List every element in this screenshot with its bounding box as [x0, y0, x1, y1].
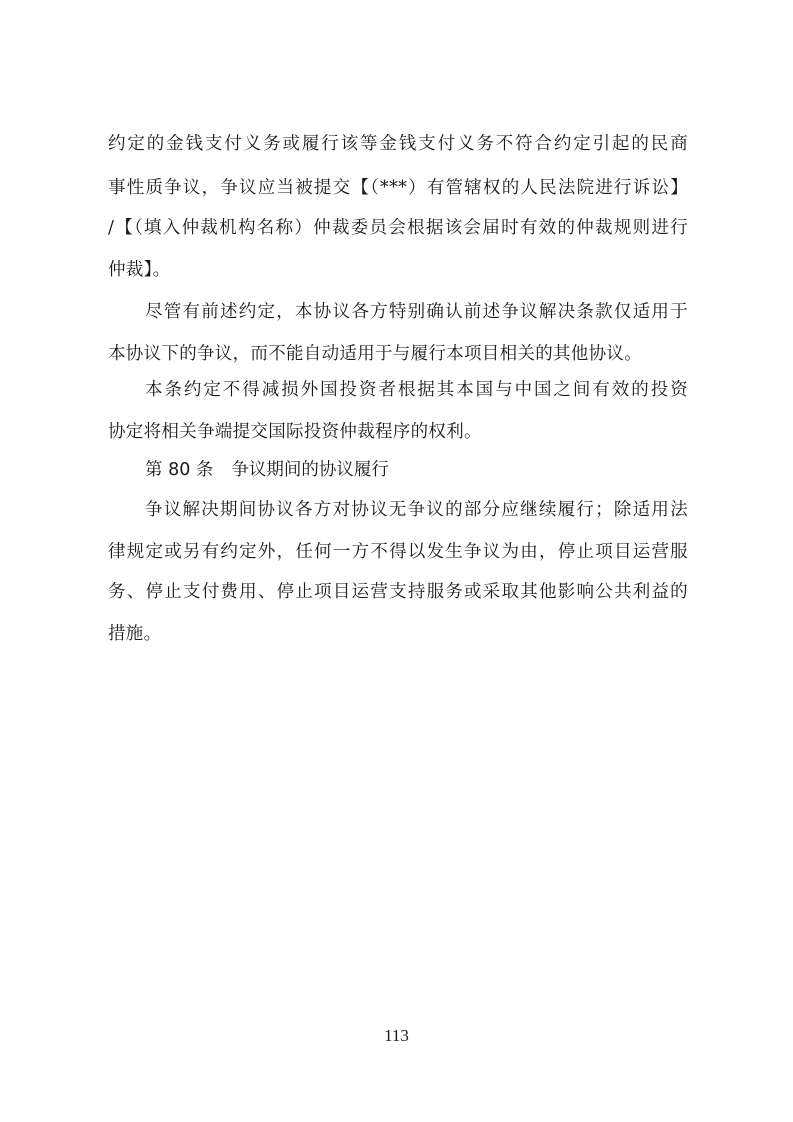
- text-line: 争议解决期间协议各方对协议无争议的部分应继续履行；除适用法: [145, 500, 688, 520]
- article-number: 第 80 条: [145, 460, 214, 480]
- page-number: 113: [384, 1026, 409, 1045]
- article-heading: [145, 456, 389, 484]
- text-line: 约定的金钱支付义务或履行该等金钱支付义务不符合约定引起的民商: [108, 134, 688, 154]
- text-line: 协定将相关争端提交国际投资仲裁程序的权利。: [108, 422, 482, 442]
- text-line: 律规定或另有约定外，任何一方不得以发生争议为由，停止项目运营服: [108, 542, 688, 562]
- text-line: 本条约定不得减损外国投资者根据其本国与中国之间有效的投资: [145, 380, 688, 400]
- article-title: 争议期间的协议履行: [231, 460, 389, 480]
- text-line: 尽管有前述约定，本协议各方特别确认前述争议解决条款仅适用于: [145, 302, 688, 322]
- text-line: 事性质争议，争议应当被提交【（***）有管辖权的人民法院进行诉讼】: [108, 178, 688, 198]
- text-line: 措施。: [108, 624, 162, 644]
- text-line: 务、停止支付费用、停止项目运营支持服务或采取其他影响公共利益的: [108, 582, 688, 602]
- text-line: 仲裁】。: [108, 260, 171, 280]
- text-line: /【（填入仲裁机构名称）仲裁委员会根据该会届时有效的仲裁规则进行: [108, 218, 688, 238]
- text-line: 本协议下的争议，而不能自动适用于与履行本项目相关的其他协议。: [108, 344, 642, 364]
